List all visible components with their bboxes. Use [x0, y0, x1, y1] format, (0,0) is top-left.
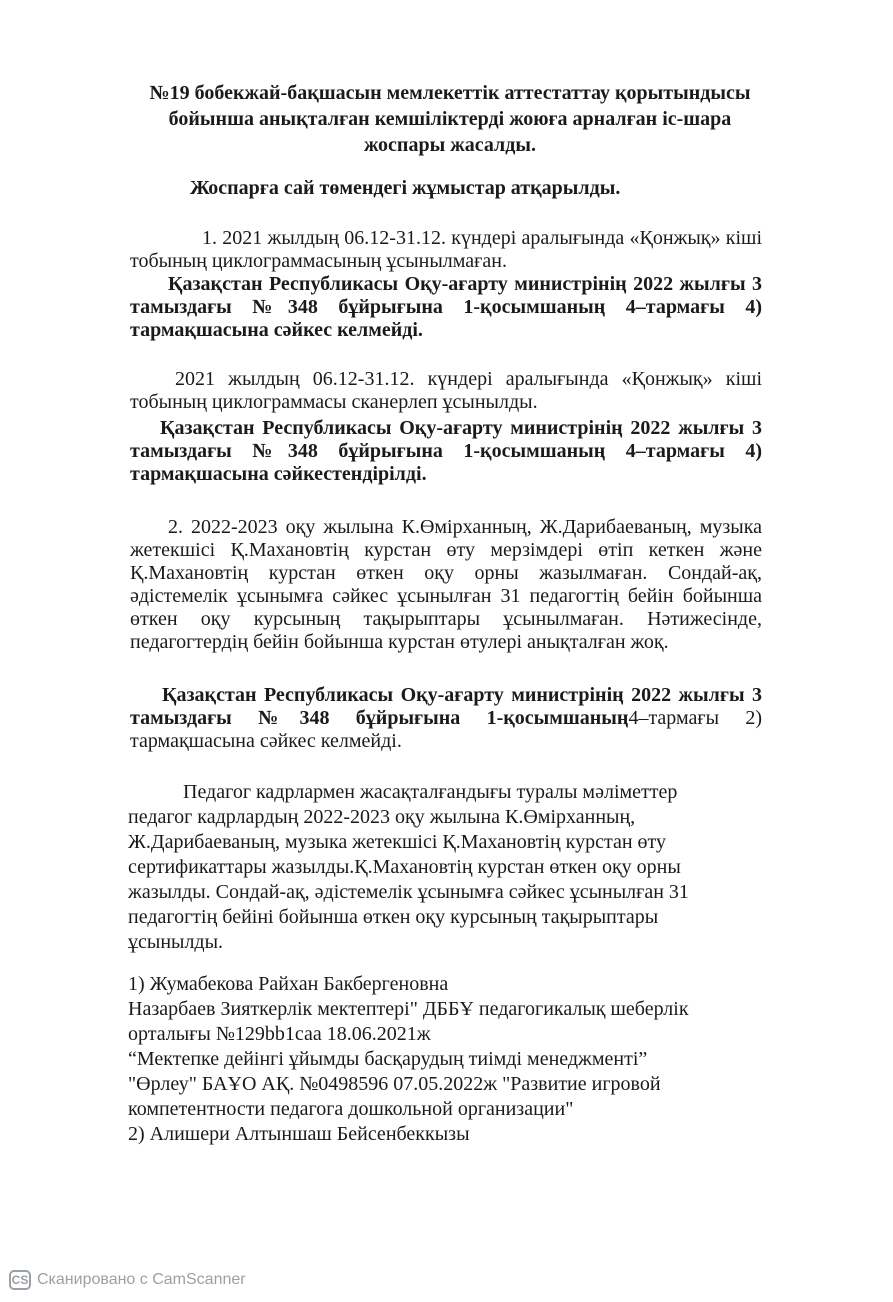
paragraph-3-regulation: [130, 684, 762, 753]
list-item: компетентности педагога дошкольной организации": [128, 1098, 574, 1120]
document-title: №19 бобекжай-бақшасын мемлекеттік аттестаттау қорытындысы бойынша анықталған кемшіліктерді жоюға арналған іс-шара жоспары жасалды.: [149, 82, 751, 156]
camscanner-watermark: [9, 1270, 246, 1290]
paragraph-3-regulation-bold: Қазақстан Республикасы Оқу-ағарту министрінің 2022 жылғы 3 тамыздағы №348 бұйрығына 1-қосымшаның: [130, 684, 762, 729]
paragraph-1: 1. 2021 жылдың 06.12-31.12. күндері аралығында «Қонжық» кіші тобының циклограммасының ұсынылмаған.: [130, 227, 762, 272]
paragraph-3-regulation-tail: 4–тармағы 2) тармақшасына сәйкес келмейді.: [130, 707, 762, 752]
paragraph-1-regulation: Қазақстан Республикасы Оқу-ағарту министрінің 2022 жылғы 3 тамыздағы №348 бұйрығына 1-қосымшаның 4–тармағы 4) тармақшасына сәйкес келмейді.: [130, 273, 762, 341]
list-item: 1) Жумабекова Райхан Бакбергеновна: [128, 973, 449, 995]
list-item: орталығы №129bb1саа 18.06.2021ж: [128, 1023, 431, 1045]
document-subtitle: Жоспарға сай төмендегі жұмыстар атқарылды.: [190, 177, 621, 199]
camscanner-logo-icon: CS: [9, 1270, 31, 1290]
list-item: “Мектепке дейінгі ұйымды басқарудың тиімді менеджменті”: [128, 1048, 648, 1070]
paragraph-2-regulation: Қазақстан Республикасы Оқу-ағарту министрінің 2022 жылғы 3 тамыздағы №348 бұйрығына 1-қосымшаның 4–тармағы 4) тармақшасына сәйкестендірілді.: [130, 417, 762, 485]
list-item: "Өрлеу" БАҰО АҚ. №0498596 07.05.2022ж "Развитие игровой: [128, 1073, 661, 1095]
paragraph-3: 2. 2022-2023 оқу жылына К.Өмірханның, Ж.Дарибаеваның, музыка жетекшісі Қ.Махановтің курстан өту мерзімдері өтіп кеткен және Қ.Махановтің курстан өткен оқу орны жазылмаған. Сондай-ақ, әдістемелік ұсынымға сәйкес ұсынылған 31 педагогтің бейін бойынша өткен оқу курсының тақырыптары ұсынылмаған. Нәтижесінде, педагогтердің бейін бойынша курстан өтулері анықталған жоқ.: [130, 516, 762, 653]
list-item: 2) Алишери Алтыншаш Бейсенбеккызы: [128, 1123, 470, 1145]
paragraph-2: 2021 жылдың 06.12-31.12. күндері аралығында «Қонжық» кіші тобының циклограммасы сканерлеп ұсынылды.: [130, 368, 762, 413]
paragraph-4: Педагог кадрлармен жасақталғандығы туралы мәліметтер педагог кадрлардың 2022-2023 оқу жылына К.Өмірханның, Ж.Дарибаеваның, музыка жетекшісі Қ.Махановтің курстан өту сертификаттары жазылды.Қ.Махановтің курстан өткен оқу орны жазылды. Сондай-ақ, әдістемелік ұсынымға сәйкес ұсынылған 31 педагогтің бейіні бойынша өткен оқу курсының тақырыптары ұсынылды.: [128, 781, 689, 953]
list-item: Назарбаев Зияткерлік мектептері" ДББҰ педагогикалық шеберлік: [128, 998, 689, 1020]
teacher-list: [128, 972, 768, 1147]
watermark-text: Сканировано с CamScanner: [37, 1271, 246, 1288]
